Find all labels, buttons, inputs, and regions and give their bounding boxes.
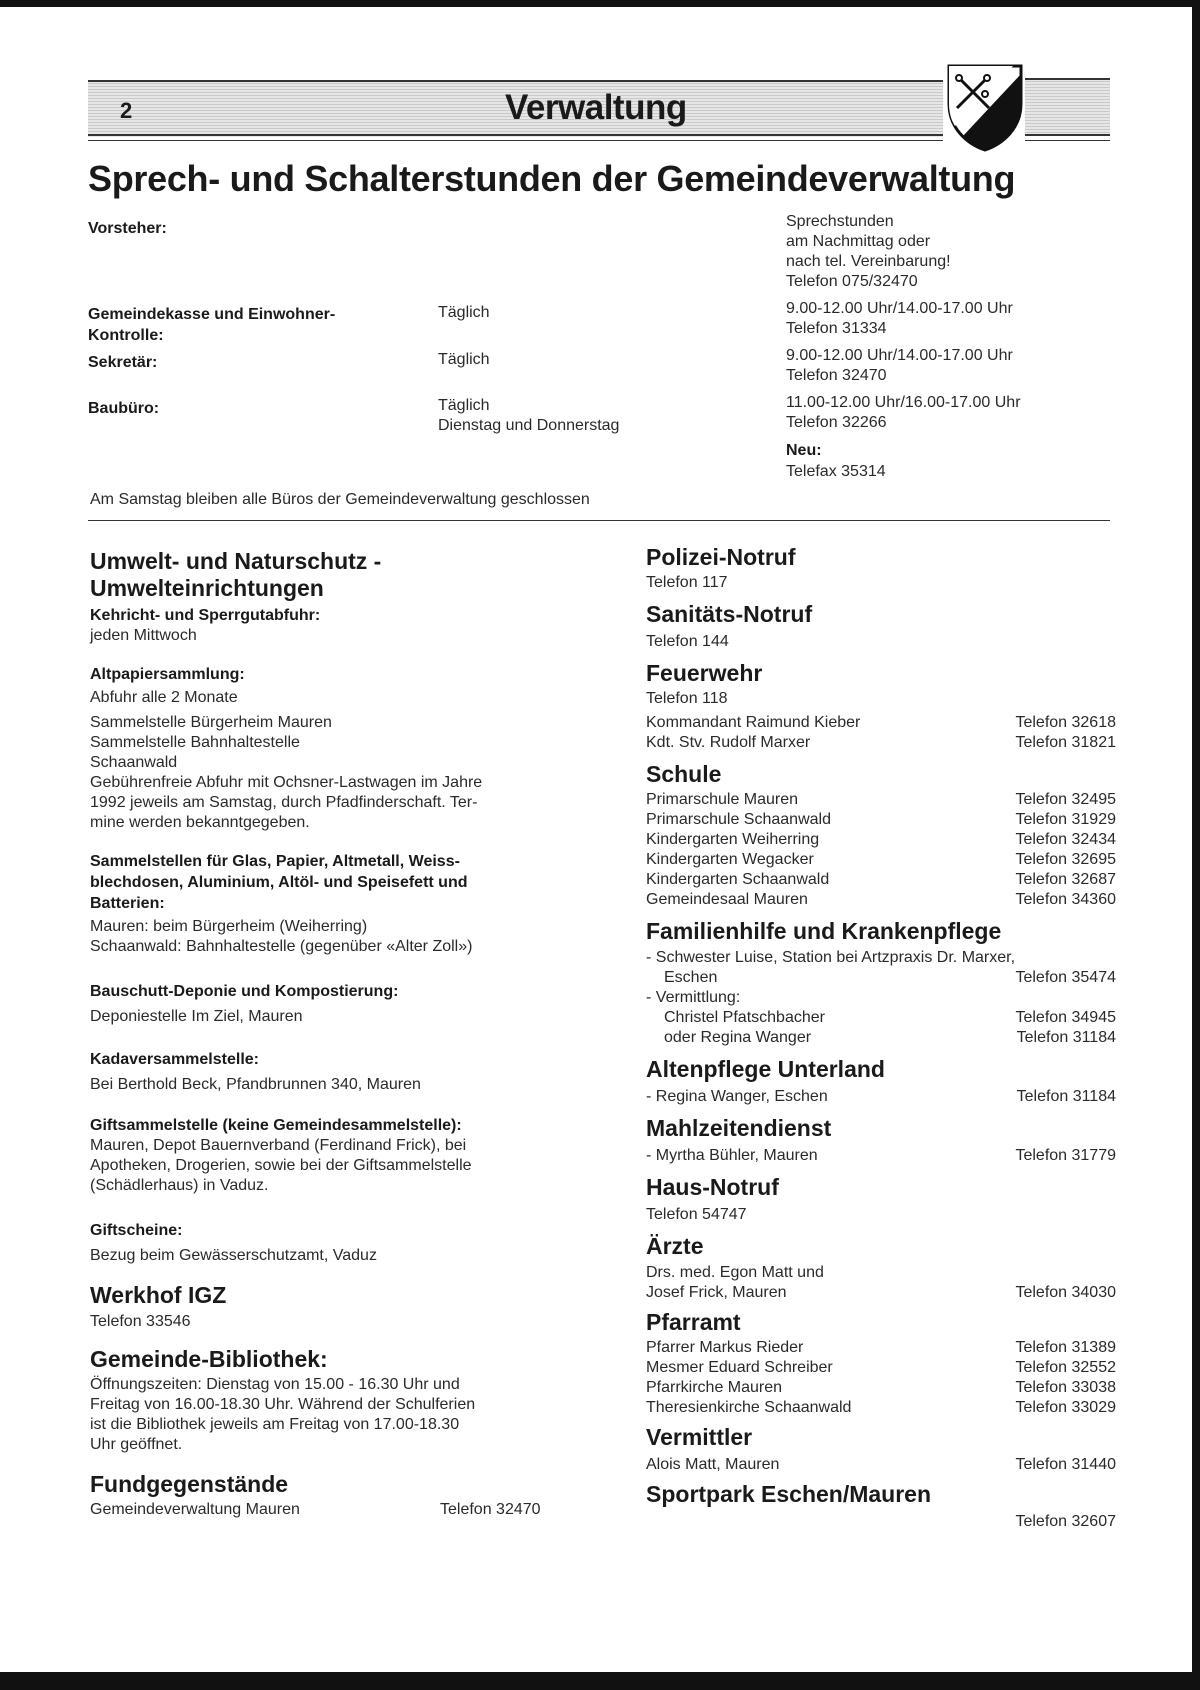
kehricht-text: jeden Mittwoch [90,627,197,644]
contact-name: Primarschule Schaanwald [646,811,831,828]
sammel-line: Mauren: beim Bürgerheim (Weiherring) [90,918,368,935]
contact-tel: Telefon 33029 [1015,1399,1116,1416]
contact-tel: Telefon 31929 [1015,811,1116,828]
gift-label: Giftsammelstelle (keine Gemeindesammelstelle): [90,1117,462,1134]
header-band-right [1025,78,1110,135]
contact-tel: Telefon 31184 [1016,1088,1116,1105]
contact-tel: Telefon 32695 [1015,851,1116,868]
info-line: Telefon 31334 [786,320,887,337]
office-info [786,346,1013,386]
contact-row [646,1398,1116,1418]
bibliothek-title: Gemeinde-Bibliothek: [90,1346,328,1372]
contact-name: Eschen [664,969,718,986]
sportpark-title: Sportpark Eschen/Mauren [646,1481,932,1507]
sammel-label: blechdosen, Aluminium, Altöl- und Speisefett und [90,874,468,891]
altenpflege-title: Altenpflege Unterland [646,1056,885,1082]
contact-name: oder Regina Wanger [664,1029,812,1046]
info-line: 9.00-12.00 Uhr/14.00-17.00 Uhr [786,347,1013,364]
feuerwehr-title: Feuerwehr [646,660,763,686]
gift-line: (Schädlerhaus) in Vaduz. [90,1177,269,1194]
office-label: Sekretär: [88,354,158,371]
contact-row [646,1455,1116,1475]
altpapier-line: Gebührenfreie Abfuhr mit Ochsner-Lastwagen im Jahre [90,774,483,791]
contact-name: Kommandant Raimund Kieber [646,714,861,731]
umwelt-title: Umwelteinrichtungen [90,575,324,601]
page-border-right [1192,0,1200,1690]
contact-row [646,1358,1116,1378]
altpapier-line: Sammelstelle Bahnhaltestelle [90,734,300,751]
days-line: Täglich [438,397,490,414]
info-line: nach tel. Vereinbarung! [786,253,951,270]
contact-name: Kindergarten Wegacker [646,851,814,868]
gift-line: Apotheken, Drogerien, sowie bei der Giftsammelstelle [90,1157,472,1174]
contact-row [646,1087,1116,1107]
contact-row [646,1512,1116,1532]
bauschutt-label: Bauschutt-Deponie und Kompostierung: [90,983,399,1000]
page-border-top [0,0,1200,7]
familienhilfe-line: - Vermittlung: [646,989,741,1006]
contact-tel: Telefon 34945 [1015,1009,1116,1026]
header-rule [88,140,943,141]
office-info [786,299,1013,339]
contact-row [646,1028,1116,1048]
altpapier-line: Abfuhr alle 2 Monate [90,689,238,706]
header-rule [1025,134,1110,136]
altpapier-line: Sammelstelle Bürgerheim Mauren [90,714,332,731]
gift-line: Mauren, Depot Bauernverband (Ferdinand Frick), bei [90,1137,467,1154]
contact-row [646,1378,1116,1398]
page-number: 2 [120,98,133,123]
office-days: Täglich [438,304,490,321]
altpapier-label: Altpapiersammlung: [90,666,245,683]
bibliothek-line: ist die Bibliothek jeweils am Freitag von 17.00-18.30 [90,1416,460,1433]
contact-tel: Telefon 31821 [1015,734,1116,751]
info-line: 11.00-12.00 Uhr/16.00-17.00 Uhr [786,394,1021,411]
office-info [786,393,1021,433]
office-label: Baubüro: [88,400,160,417]
altpapier-line: 1992 jeweils am Samstag, durch Pfadfinderschaft. Ter- [90,794,478,811]
office-days [438,396,619,436]
familienhilfe-title: Familienhilfe und Krankenpflege [646,918,1002,944]
contact-name: Mesmer Eduard Schreiber [646,1359,833,1376]
contact-name: Christel Pfatschbacher [664,1009,825,1026]
pfarramt-title: Pfarramt [646,1309,741,1335]
contact-tel: Telefon 31779 [1015,1147,1116,1164]
contact-row [646,890,1116,910]
contact-tel: Telefon 34360 [1015,891,1116,908]
contact-row [646,870,1116,890]
altpapier-line: mine werden bekanntgegeben. [90,814,310,831]
days-line: Dienstag und Donnerstag [438,417,620,434]
info-line: Telefon 32266 [786,414,887,431]
header-rule [88,80,943,82]
page-border-bottom [0,1672,1200,1690]
schule-title: Schule [646,761,722,787]
familienhilfe-line: - Schwester Luise, Station bei Artzpraxis Dr. Marxer, [646,949,1016,966]
polizei-title: Polizei-Notruf [646,544,796,570]
werkhof-tel: Telefon 33546 [90,1313,191,1330]
contact-name: - Myrtha Bühler, Mauren [646,1147,818,1164]
contact-name: Josef Frick, Mauren [646,1284,787,1301]
header-rule [1025,78,1110,80]
contact-tel: Telefon 31184 [1016,1029,1116,1046]
bibliothek-line: Öffnungszeiten: Dienstag von 15.00 - 16.30 Uhr und [90,1376,460,1393]
contact-tel: Telefon 32687 [1015,871,1116,888]
office-days: Täglich [438,351,490,368]
contact-name: Theresienkirche Schaanwald [646,1399,852,1416]
contact-row [646,850,1116,870]
contact-name: - Regina Wanger, Eschen [646,1088,828,1105]
contact-tel: Telefon 32495 [1015,791,1116,808]
vermittler-title: Vermittler [646,1424,753,1450]
telefax: Telefax 35314 [786,463,886,480]
contact-name: Pfarrer Markus Rieder [646,1339,804,1356]
contact-row [646,790,1116,810]
contact-tel: Telefon 33038 [1015,1379,1116,1396]
office-label: Gemeindekasse und Einwohner-Kontrolle: [88,306,336,344]
contact-row [646,1283,1116,1303]
werkhof-title: Werkhof IGZ [90,1282,227,1308]
contact-name: Gemeindesaal Mauren [646,891,808,908]
contact-tel: Telefon 34030 [1015,1284,1116,1301]
altpapier-line: Schaanwald [90,754,178,771]
contact-row [646,810,1116,830]
contact-tel: Telefon 32607 [1015,1513,1116,1530]
fund-name: Gemeindeverwaltung Mauren [90,1501,300,1518]
contact-name: Pfarrkirche Mauren [646,1379,783,1396]
contact-row [646,733,1116,753]
contact-name: Kindergarten Schaanwald [646,871,830,888]
page-title: Sprech- und Schalterstunden der Gemeindeverwaltung [88,158,1016,199]
sammel-label: Sammelstellen für Glas, Papier, Altmetall, Weiss- [90,853,460,870]
sanitaet-title: Sanitäts-Notruf [646,601,813,627]
contact-row [646,1338,1116,1358]
header-rule [88,134,943,136]
contact-row [646,1146,1116,1166]
info-line: Sprechstunden [786,213,894,230]
bibliothek-line: Freitag von 16.00-18.30 Uhr. Während der Schulferien [90,1396,476,1413]
contact-tel: Telefon 32618 [1015,714,1116,731]
office-info [786,212,951,292]
kadaver-text: Bei Berthold Beck, Pfandbrunnen 340, Mauren [90,1076,421,1093]
contact-name: Kindergarten Weiherring [646,831,820,848]
sanitaet-tel: Telefon 144 [646,633,729,650]
aerzte-line: Drs. med. Egon Matt und [646,1264,824,1281]
contact-row [646,830,1116,850]
section-divider [88,520,1110,521]
sammel-line: Schaanwald: Bahnhaltestelle (gegenüber «Alter Zoll») [90,938,473,955]
feuerwehr-tel: Telefon 118 [646,690,728,707]
contact-row [646,713,1116,733]
contact-tel: Telefon 32552 [1015,1359,1116,1376]
closing-note: Am Samstag bleiben alle Büros der Gemeindeverwaltung geschlossen [90,491,590,508]
kadaver-label: Kadaversammelstelle: [90,1051,259,1068]
bibliothek-line: Uhr geöffnet. [90,1436,183,1453]
info-line: Telefon 32470 [786,367,887,384]
contact-row [646,968,1116,988]
contact-name: Alois Matt, Mauren [646,1456,780,1473]
fund-entry [90,1500,610,1520]
fund-tel: Telefon 32470 [440,1501,541,1518]
contact-name: Kdt. Stv. Rudolf Marxer [646,734,811,751]
contact-tel: Telefon 31440 [1015,1456,1116,1473]
neu-label: Neu: [786,442,822,459]
mahlzeitendienst-title: Mahlzeitendienst [646,1115,832,1141]
contact-tel: Telefon 31389 [1015,1339,1116,1356]
right-column [646,544,1116,1532]
header-rule [1025,140,1110,141]
contact-row [646,1008,1116,1028]
office-label: Vorsteher: [88,220,167,237]
sammel-label: Batterien: [90,895,165,912]
left-column [90,548,610,1520]
contact-tel: Telefon 32434 [1015,831,1116,848]
giftscheine-text: Bezug beim Gewässerschutzamt, Vaduz [90,1247,377,1264]
contact-tel: Telefon 35474 [1015,969,1116,986]
contact-name: Primarschule Mauren [646,791,799,808]
aerzte-title: Ärzte [646,1233,704,1259]
giftscheine-label: Giftscheine: [90,1222,183,1239]
info-line: 9.00-12.00 Uhr/14.00-17.00 Uhr [786,300,1013,317]
bauschutt-text: Deponiestelle Im Ziel, Mauren [90,1008,303,1025]
coat-of-arms-icon [947,64,1023,152]
polizei-tel: Telefon 117 [646,574,728,591]
info-line: am Nachmittag oder [786,233,931,250]
fund-title: Fundgegenstände [90,1471,289,1497]
info-line: Telefon 075/32470 [786,273,918,290]
umwelt-title: Umwelt- und Naturschutz - [90,548,382,574]
hausnotruf-tel: Telefon 54747 [646,1206,747,1223]
kehricht-label: Kehricht- und Sperrgutabfuhr: [90,607,321,624]
hausnotruf-title: Haus-Notruf [646,1174,779,1200]
section-title: Verwaltung [505,88,687,127]
